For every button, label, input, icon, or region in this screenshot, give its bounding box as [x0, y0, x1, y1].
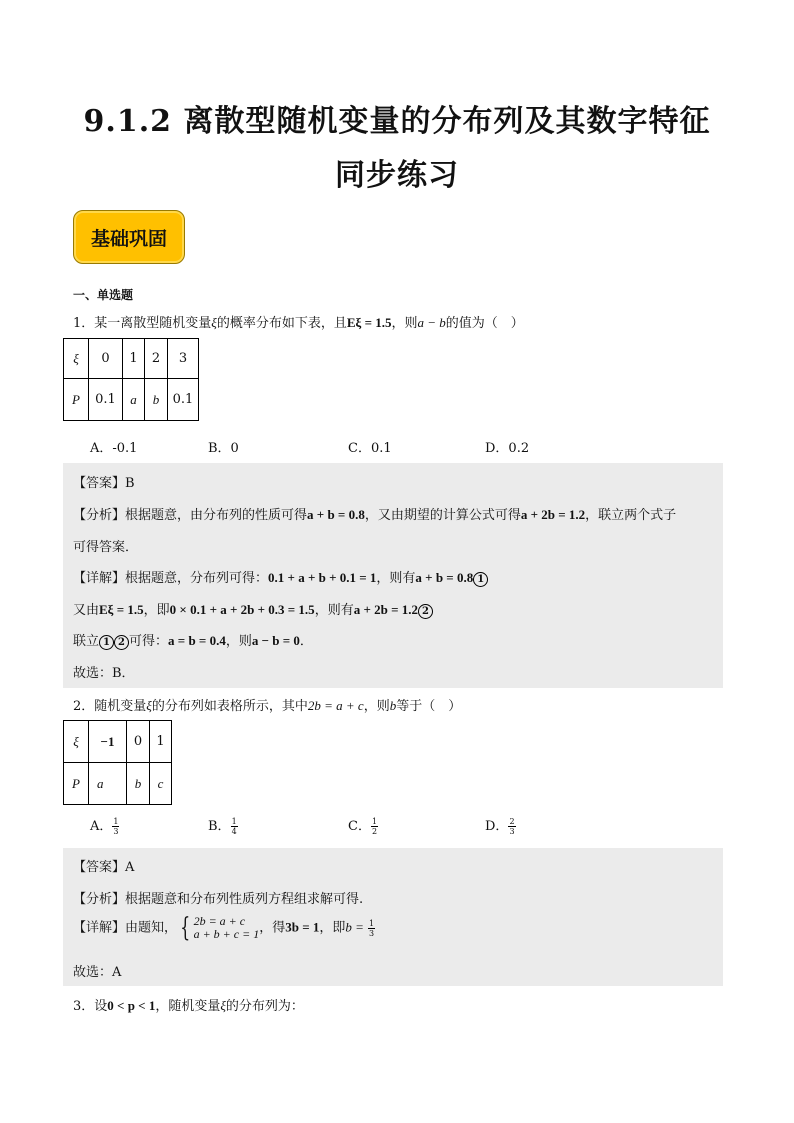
basic-consolidation-badge: 基础巩固 [73, 210, 185, 264]
table-cell: 0 [127, 721, 150, 763]
q1-analysis: 【分析】根据题意，由分布列的性质可得a + b = 0.8，又由期望的计算公式可得a + 2b = 1.2，联立两个式子 [73, 507, 677, 523]
page-title-line1: 9.1.2 离散型随机变量的分布列及其数字特征 [83, 104, 711, 139]
q1-analysis-cont: 可得答案． [73, 540, 139, 555]
option-b: B．0 [208, 441, 239, 456]
q1-distribution-table [63, 338, 199, 421]
table-cell: b [145, 379, 168, 421]
section-heading: 一、单选题 [73, 288, 134, 302]
q1-detail-line3: 联立 1 2 可得：a = b = 0.4，则a − b = 0． [73, 633, 313, 649]
circled-number-2: 2 [114, 635, 129, 650]
q2-detail: 【详解】由题知， { 2b = a + c a + b + c = 1 ，得3b = 1，即b = $\frac{1}{3}$ [73, 913, 375, 943]
table-cell: c [150, 763, 172, 805]
option-a: A．-0.1 [90, 441, 138, 456]
table-cell: ξ [64, 339, 89, 379]
q2-answer: 【答案】A [73, 860, 135, 875]
table-cell: a [123, 379, 145, 421]
q1-detail-line1: 【详解】根据题意，分布列可得：0.1 + a + b + 0.1 = 1，则有a + b = 0.8 1 [73, 567, 488, 587]
table-cell: 1 [123, 339, 145, 379]
table-cell: 1 [150, 721, 172, 763]
q1-stem: 1．某一离散型随机变量ξ的概率分布如下表，且Eξ = 1.5，则a − b的值为（ ） [73, 315, 524, 331]
table-cell: 0.1 [168, 379, 199, 421]
table-cell: P [64, 763, 89, 805]
page-title-line2: 同步练习 [335, 158, 459, 193]
q2-stem: 2．随机变量ξ的分布列如表格所示，其中2b = a + c，则b等于（ ） [73, 698, 462, 714]
q2-distribution-table [63, 720, 172, 805]
option-b: B． $\frac{1}{4}$ [208, 817, 237, 836]
q3-stem: 3．设0 < p < 1，随机变量ξ的分布列为： [73, 998, 304, 1014]
q2-analysis: 【分析】根据题意和分布列性质列方程组求解可得. [73, 892, 364, 907]
table-cell: 0.1 [89, 379, 123, 421]
option-a: A． $\frac{1}{3}$ [90, 817, 119, 836]
table-cell: −1 [89, 721, 127, 763]
option-c: C． $\frac{1}{2}$ [348, 817, 378, 836]
option-c: C．0.1 [348, 441, 392, 456]
circled-number-1: 1 [473, 572, 488, 587]
table-cell: a [89, 763, 127, 805]
table-cell: ξ [64, 721, 89, 763]
q1-answer: 【答案】B [73, 476, 135, 491]
table-cell: 3 [168, 339, 199, 379]
option-d: D． $\frac{2}{3}$ [485, 817, 515, 836]
table-cell: b [127, 763, 150, 805]
option-d: D．0.2 [485, 441, 530, 456]
q2-choice: 故选：A [73, 965, 122, 980]
table-cell: 2 [145, 339, 168, 379]
q1-detail-line2: 又由Eξ = 1.5，即0 × 0.1 + a + 2b + 0.3 = 1.5，则有a + 2b = 1.2 2 [73, 599, 433, 619]
circled-number-1: 1 [99, 635, 114, 650]
q1-choice: 故选：B． [73, 666, 135, 681]
table-cell: 0 [89, 339, 123, 379]
table-cell: P [64, 379, 89, 421]
circled-number-2: 2 [418, 604, 433, 619]
